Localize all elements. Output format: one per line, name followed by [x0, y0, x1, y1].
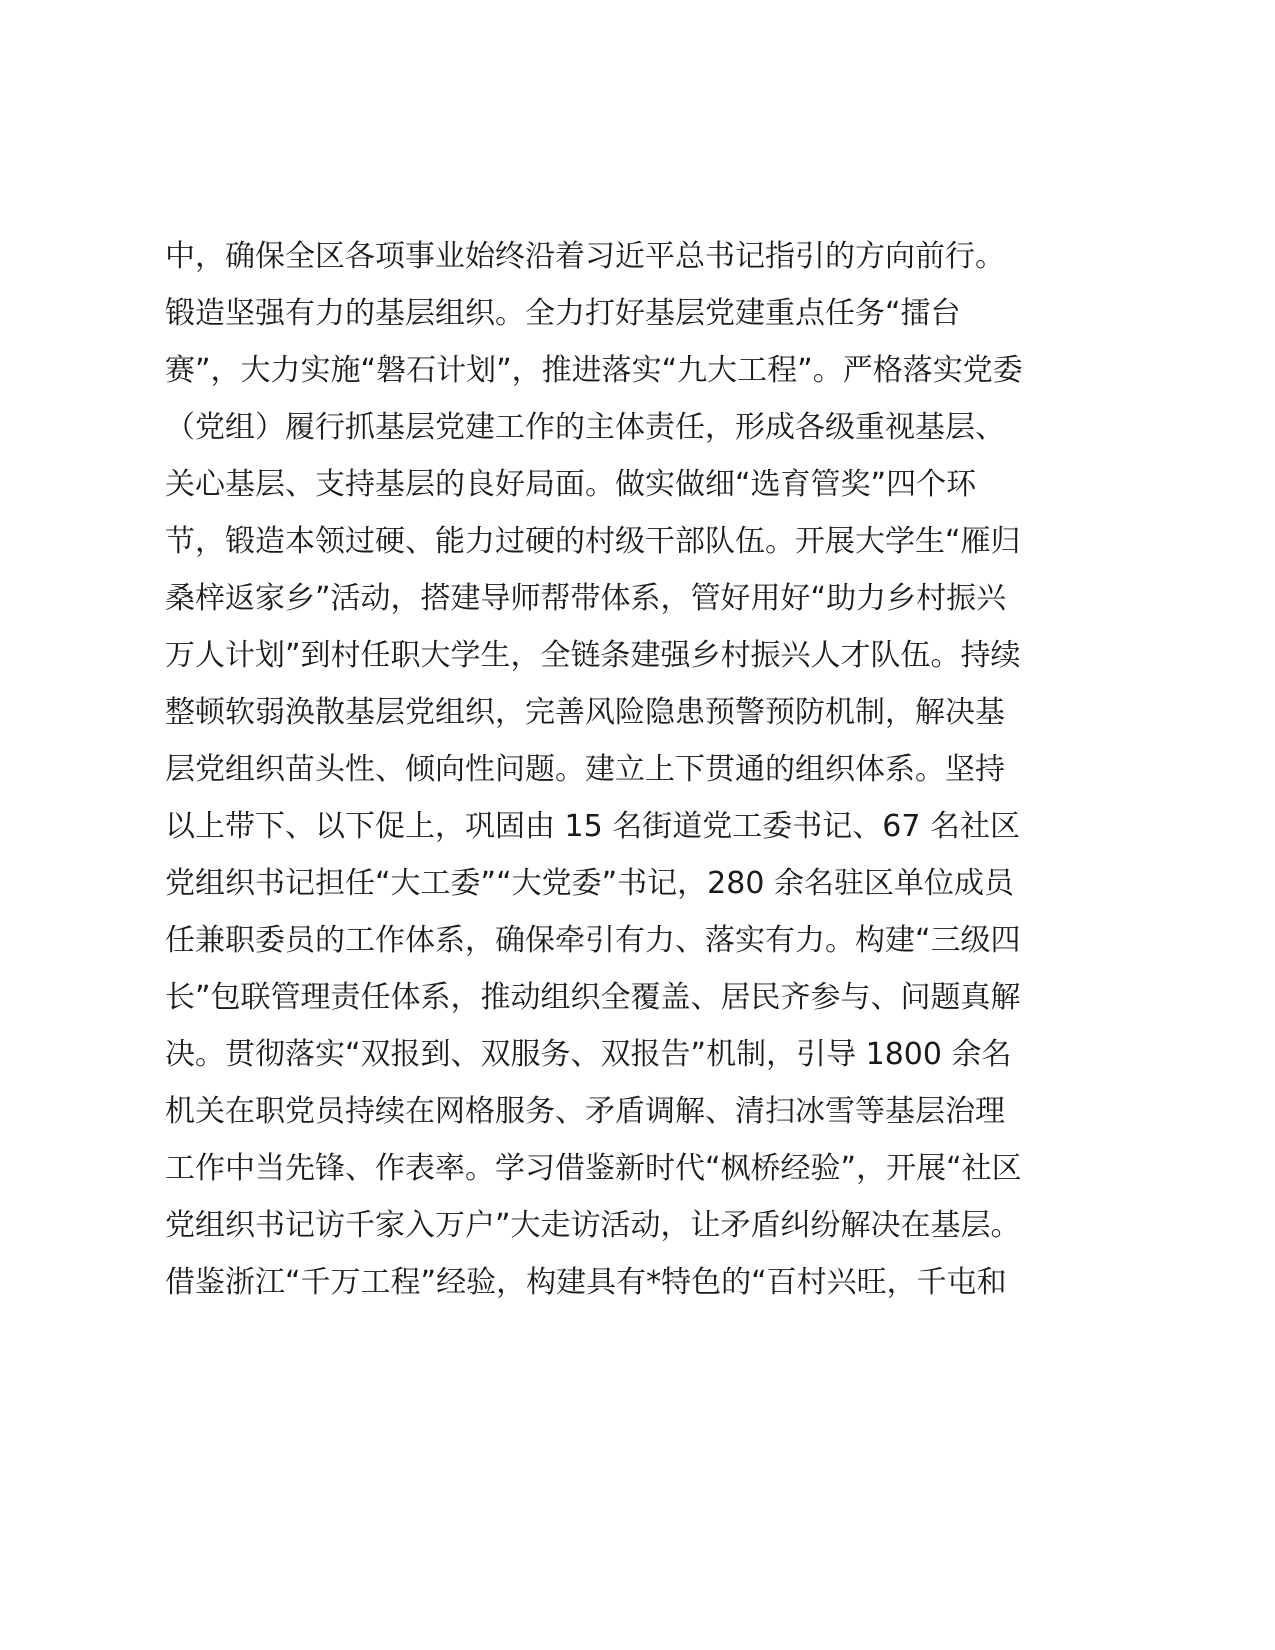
text-line: 节，锻造本领过硬、能力过硬的村级干部队伍。开展大学生“雁归 [165, 524, 1021, 559]
text-line: 关心基层、支持基层的良好局面。做实做细“选育管奖”四个环 [165, 467, 977, 502]
text-line: 党组织书记访千家入万户”大走访活动，让矛盾纠纷解决在基层。 [165, 1208, 1021, 1243]
text-line: 任兼职委员的工作体系，确保牵引有力、落实有力。构建“三级四 [165, 923, 1021, 958]
text-line: 桑梓返家乡”活动，搭建导师帮带体系，管好用好“助力乡村振兴 [165, 581, 1007, 616]
text-line: 长”包联管理责任体系，推动组织全覆盖、居民齐参与、问题真解 [165, 980, 1021, 1015]
text-line: 层党组织苗头性、倾向性问题。建立上下贯通的组织体系。坚持 [165, 752, 1005, 787]
text-line: 整顿软弱涣散基层党组织，完善风险隐患预警预防机制，解决基 [165, 695, 1005, 730]
text-line: （党组）履行抓基层党建工作的主体责任，形成各级重视基层、 [165, 410, 1005, 445]
text-line: 机关在职党员持续在网格服务、矛盾调解、清扫冰雪等基层治理 [165, 1094, 1005, 1129]
text-line: 赛”，大力实施“磐石计划”，推进落实“九大工程”。严格落实党委 [165, 353, 1023, 388]
text-line: 工作中当先锋、作表率。学习借鉴新时代“枫桥经验”，开展“社区 [165, 1151, 1022, 1186]
text-line: 借鉴浙江“千万工程”经验，构建具有*特色的“百村兴旺，千屯和 [165, 1265, 1007, 1300]
text-line: 党组织书记担任“大工委”“大党委”书记，280 余名驻区单位成员 [165, 866, 1014, 901]
text-line: 以上带下、以下促上，巩固由 15 名街道党工委书记、67 名社区 [165, 809, 1020, 844]
text-line: 决。贯彻落实“双报到、双服务、双报告”机制，引导 1800 余名 [165, 1037, 1012, 1072]
text-line: 万人计划”到村任职大学生，全链条建强乡村振兴人才队伍。持续 [165, 638, 1021, 673]
text-line: 锻造坚强有力的基层组织。全力打好基层党建重点任务“擂台 [165, 296, 961, 331]
body-text [165, 228, 1125, 1311]
text-line: 中，确保全区各项事业始终沿着习近平总书记指引的方向前行。 [165, 239, 1005, 274]
